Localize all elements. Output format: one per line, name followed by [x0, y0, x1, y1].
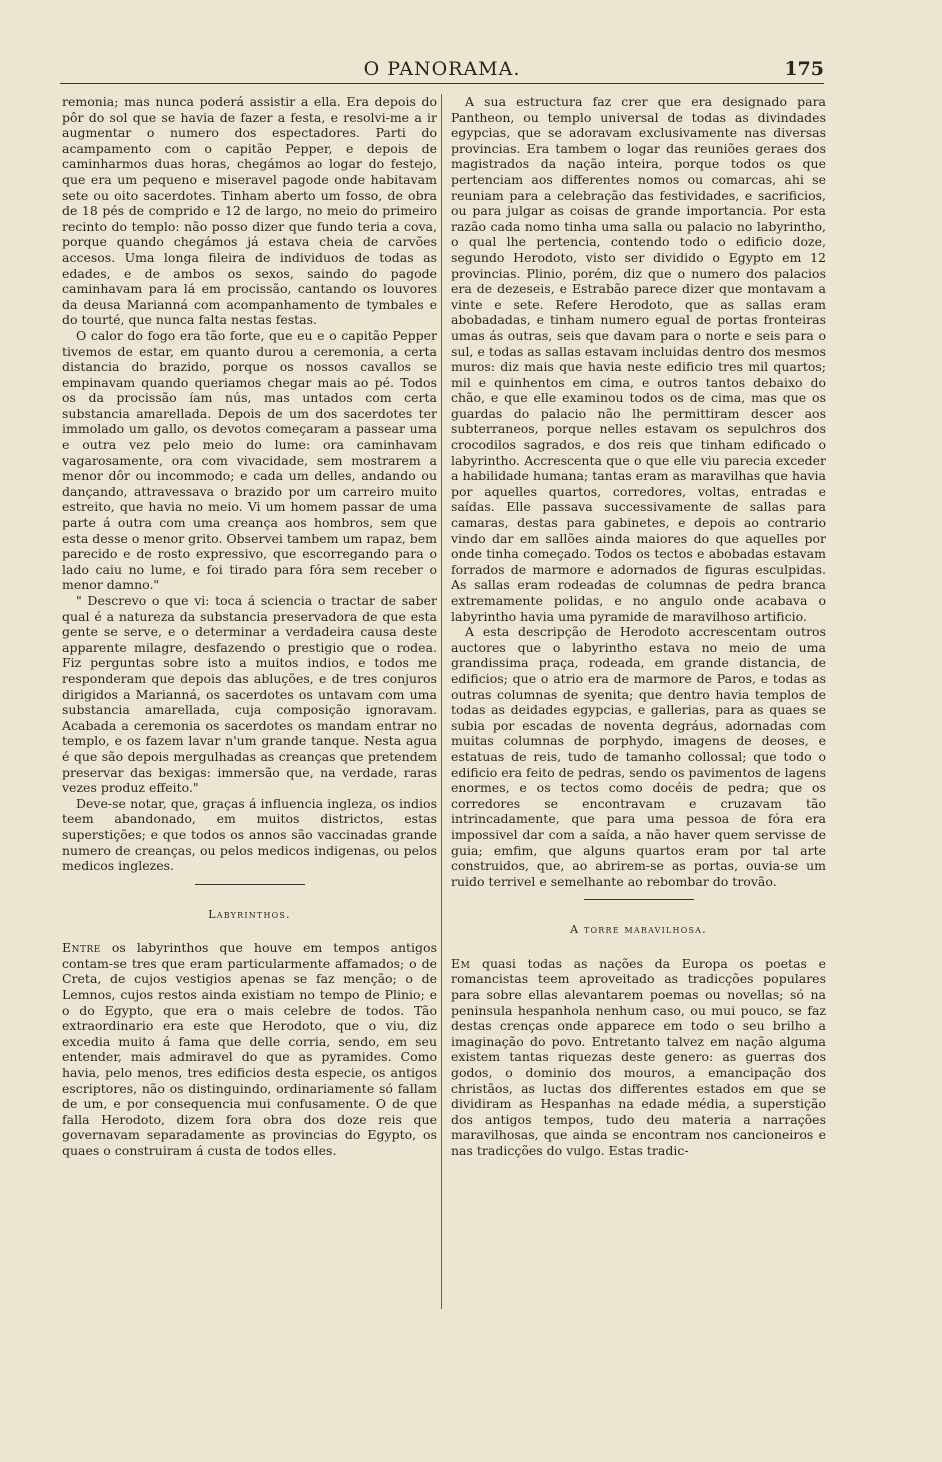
page-header: [60, 58, 824, 84]
paragraph: Deve-se notar, que, graças á influencia ingleza, os indios teem abandonado, em muitos districtos, estas superstições; e que todos os annos são vaccinadas grande numero de creanças, ou pelos medicos indigenas, ou pelos medicos inglezes.: [62, 795, 437, 874]
page-number: 175: [784, 58, 824, 80]
paragraph: " Descrevo o que vi: toca á sciencia o tractar de saber qual é a natureza da substancia preservadora de que esta gente se serve, e o determinar a verdadeira causa deste apparente milagre, desfazendo o prestigio que o rodea. Fiz perguntas sobre isto a muitos indios, e todos me responderam que depois das abluções, e de tres conjuros dirigidos a Marianná, os sacerdotes os untavam com uma substancia amarellada, cuja composição ignoravam. Acabada a ceremonia os sacerdotes os mandam entrar no templo, e os fazem lavar n'um grande tanque. Nesta agua é que são depois mergulhadas as creanças que pretendem preservar das bexigas: immersão que, na verdade, raras vezes produz effeito.": [62, 593, 437, 796]
header-rule: [60, 83, 824, 84]
paragraph: A esta descripção de Herodoto accrescentam outros auctores que o labyrintho estava no meio de uma grandissima praça, rodeada, em grande distancia, de edificios; que o atrio era de marmore de Paros, e todas as outras columnas de syenita; que dentro havia templos de todas as deidades egypcias, e gallerias, para as quaes se subia por escadas de noventa degráus, adornadas com muitas columnas de porphydo, imagens de deoses, e estatuas de reis, tudo de tamanho collossal; que todo o edificio era feito de pedras, sendo os pavimentos de lagens enormes, e os tectos como docéis de pedra; que os corredores se encontravam e cruzavam tão intrincadamente, que para uma pessoa de fóra era impossivel dar com a saída, a não haver quem servisse de guia; emfim, que alguns quartos eram por tal arte construidos, que, ao abrirem-se as portas, ouvia-se um ruido terrivel e semelhante ao rebombar do trovão.: [451, 624, 826, 889]
section-divider: [584, 899, 694, 900]
paragraph-text: quasi todas as nações da Europa os poetas e romancistas teem aproveitado as tradicções populares para sobre ellas alevantarem poemas ou novellas; só na peninsula hespanhola nenhum caso, ou mui pouco, se faz destas crenças onde apparece em todo o seu brilho a imaginação do povo. Entretanto talvez em nação alguma existem tantas riquezas deste genero: as guerras dos godos, o dominio dos mouros, a emancipação dos christãos, as luctas dos differentes estados em que se dividiram as Hespanhas na edade média, a superstição dos antigos tempos, tudo deu materia a narrações maravilhosas, que ainda se encontram nos cancioneiros e nas tradicções do vulgo. Estas tradic-: [451, 955, 826, 1158]
column-separator: [441, 94, 442, 1309]
page-title: O PANORAMA.: [363, 58, 521, 80]
lead-word: Entre: [62, 940, 101, 956]
section-paragraph: [451, 956, 826, 1159]
section-heading: Labyrinthos.: [208, 907, 291, 921]
section-heading: A torre maravilhosa.: [570, 923, 707, 937]
paragraph-text: os labyrinthos que houve em tempos antigos contam-se tres que eram particularmente affamados; o de Creta, de cujos vestigios apenas se faz menção; o de Lemnos, cujos restos ainda existiam no tempo de Plinio; e o do Egypto, que era o mais celebre de todos. Tão extraordinario era este que Herodoto, que o viu, diz excedia muito á fama que delle corria, sendo, em seu entender, mais admiravel do que as pyramides. Como havia, pelo menos, tres edificios desta especie, os antigos escriptores, não os distinguindo, ordinariamente só fallam de um, e por consequencia mui confusamente. O de que falla Herodoto, dizem fora obra dos doze reis que governavam separadamente as provincias do Egypto, os quaes o construiram á custa de todos elles.: [62, 940, 437, 1158]
lead-word: Em: [451, 955, 471, 971]
paragraph: O calor do fogo era tão forte, que eu e o capitão Pepper tivemos de estar, em quanto durou a ceremonia, a certa distancia do brazido, porque os nossos cavallos se empinavam quando queriamos chegar mais ao pé. Todos os da procissão íam nús, mas untados com certa substancia amarellada. Depois de um dos sacerdotes ter immolado um gallo, os devotos começaram a passear uma e outra vez pelo meio do lume: ora caminhavam vagarosamente, ora com vivacidade, sem mostrarem a menor dôr ou incommodo; e cada um delles, andando ou dançando, attravessava o brazido por um carreiro muito estreito, que havia no meio. Vi um homem passar de uma parte á outra com uma creança aos hombros, sem que esta desse o menor grito. Observei tambem um rapaz, bem parecido e de rosto expressivo, que escorregando para o lado caiu no lume, e foi tirado para fóra sem receber o menor damno.": [62, 327, 437, 593]
paragraph: A sua estructura faz crer que era designado para Pantheon, ou templo universal de todas as divindades egypcias, que se adoravam exclusivamente nas diversas provincias. Era tambem o logar das reuniões geraes dos magistrados da nação inteira, porque todos os que pertenciam aos differentes nomos ou comarcas, ahi se reuniam para a celebração das festividades, e sacrificios, ou para julgar as coisas de grande importancia. Por esta razão cada nomo tinha uma salla ou palacio no labyrintho, o qual lhe pertencia, contendo todo o edificio doze, segundo Herodoto, visto ser dividido o Egypto em 12 provincias. Plinio, porém, diz que o numero dos palacios era de dezeseis, e Estrabão parece dizer que montavam a vinte e sete. Refere Herodoto, que as sallas eram abobadadas, e tinham numero egual de portas fronteiras umas ás outras, seis que davam para o norte e seis para o sul, e todas as sallas estavam incluidas dentro dos mesmos muros: diz mais que havia neste edificio tres mil quartos; mil e quinhentos em cima, e outros tantos debaixo do chão, e que elle examinou todos os de cima, mas que os guardas do palacio não lhe permittiram descer aos subterraneos, porque nelles estavam os sepulchros dos crocodilos sagrados, e dos reis que tinham edificado o labyrintho. Accrescenta que o que elle viu parecia exceder a habilidade humana; tantas eram as maravilhas que havia por aquelles quartos, corredores, voltas, entradas e saídas. Elle passava successivamente de sallas para camaras, destas para gabinetes, e depois ao contrario vindo dar em sallões ainda maiores do que aquelles por onde tinha começado. Todos os tectos e abobadas estavam forrados de marmore e adornados de figuras esculpidas. As sallas eram rodeadas de columnas de pedra branca extremamente polidas, e no angulo onde acabava o labyrintho havia uma pyramide de maravilhoso artificio.: [451, 94, 826, 624]
left-column: [62, 94, 437, 1159]
right-column: [451, 94, 826, 1159]
section-paragraph: [62, 940, 437, 1158]
section-divider: [195, 884, 305, 885]
paragraph: remonia; mas nunca poderá assistir a ella. Era depois do pôr do sol que se havia de fazer a festa, e resolvi-me a ir augmentar o numero dos espectadores. Parti do acampamento com o capitão Pepper, e depois de caminharmos duas horas, chegámos ao logar do festejo, que era um pequeno e miseravel pagode onde habitavam sete ou oito sacerdotes. Tinham aberto um fosso, de obra de 18 pés de comprido e 12 de largo, no meio do primeiro recinto do templo: não posso dizer que fundo teria a cova, porque quando chegámos já estava cheia de carvões accesos. Uma longa fileira de individuos de todas as edades, e de ambos os sexos, saindo do pagode caminhavam para lá em procissão, cantando os louvores da deusa Marianná com acompanhamento de tymbales e do tourté, que nunca falta nestas festas.: [62, 94, 437, 328]
